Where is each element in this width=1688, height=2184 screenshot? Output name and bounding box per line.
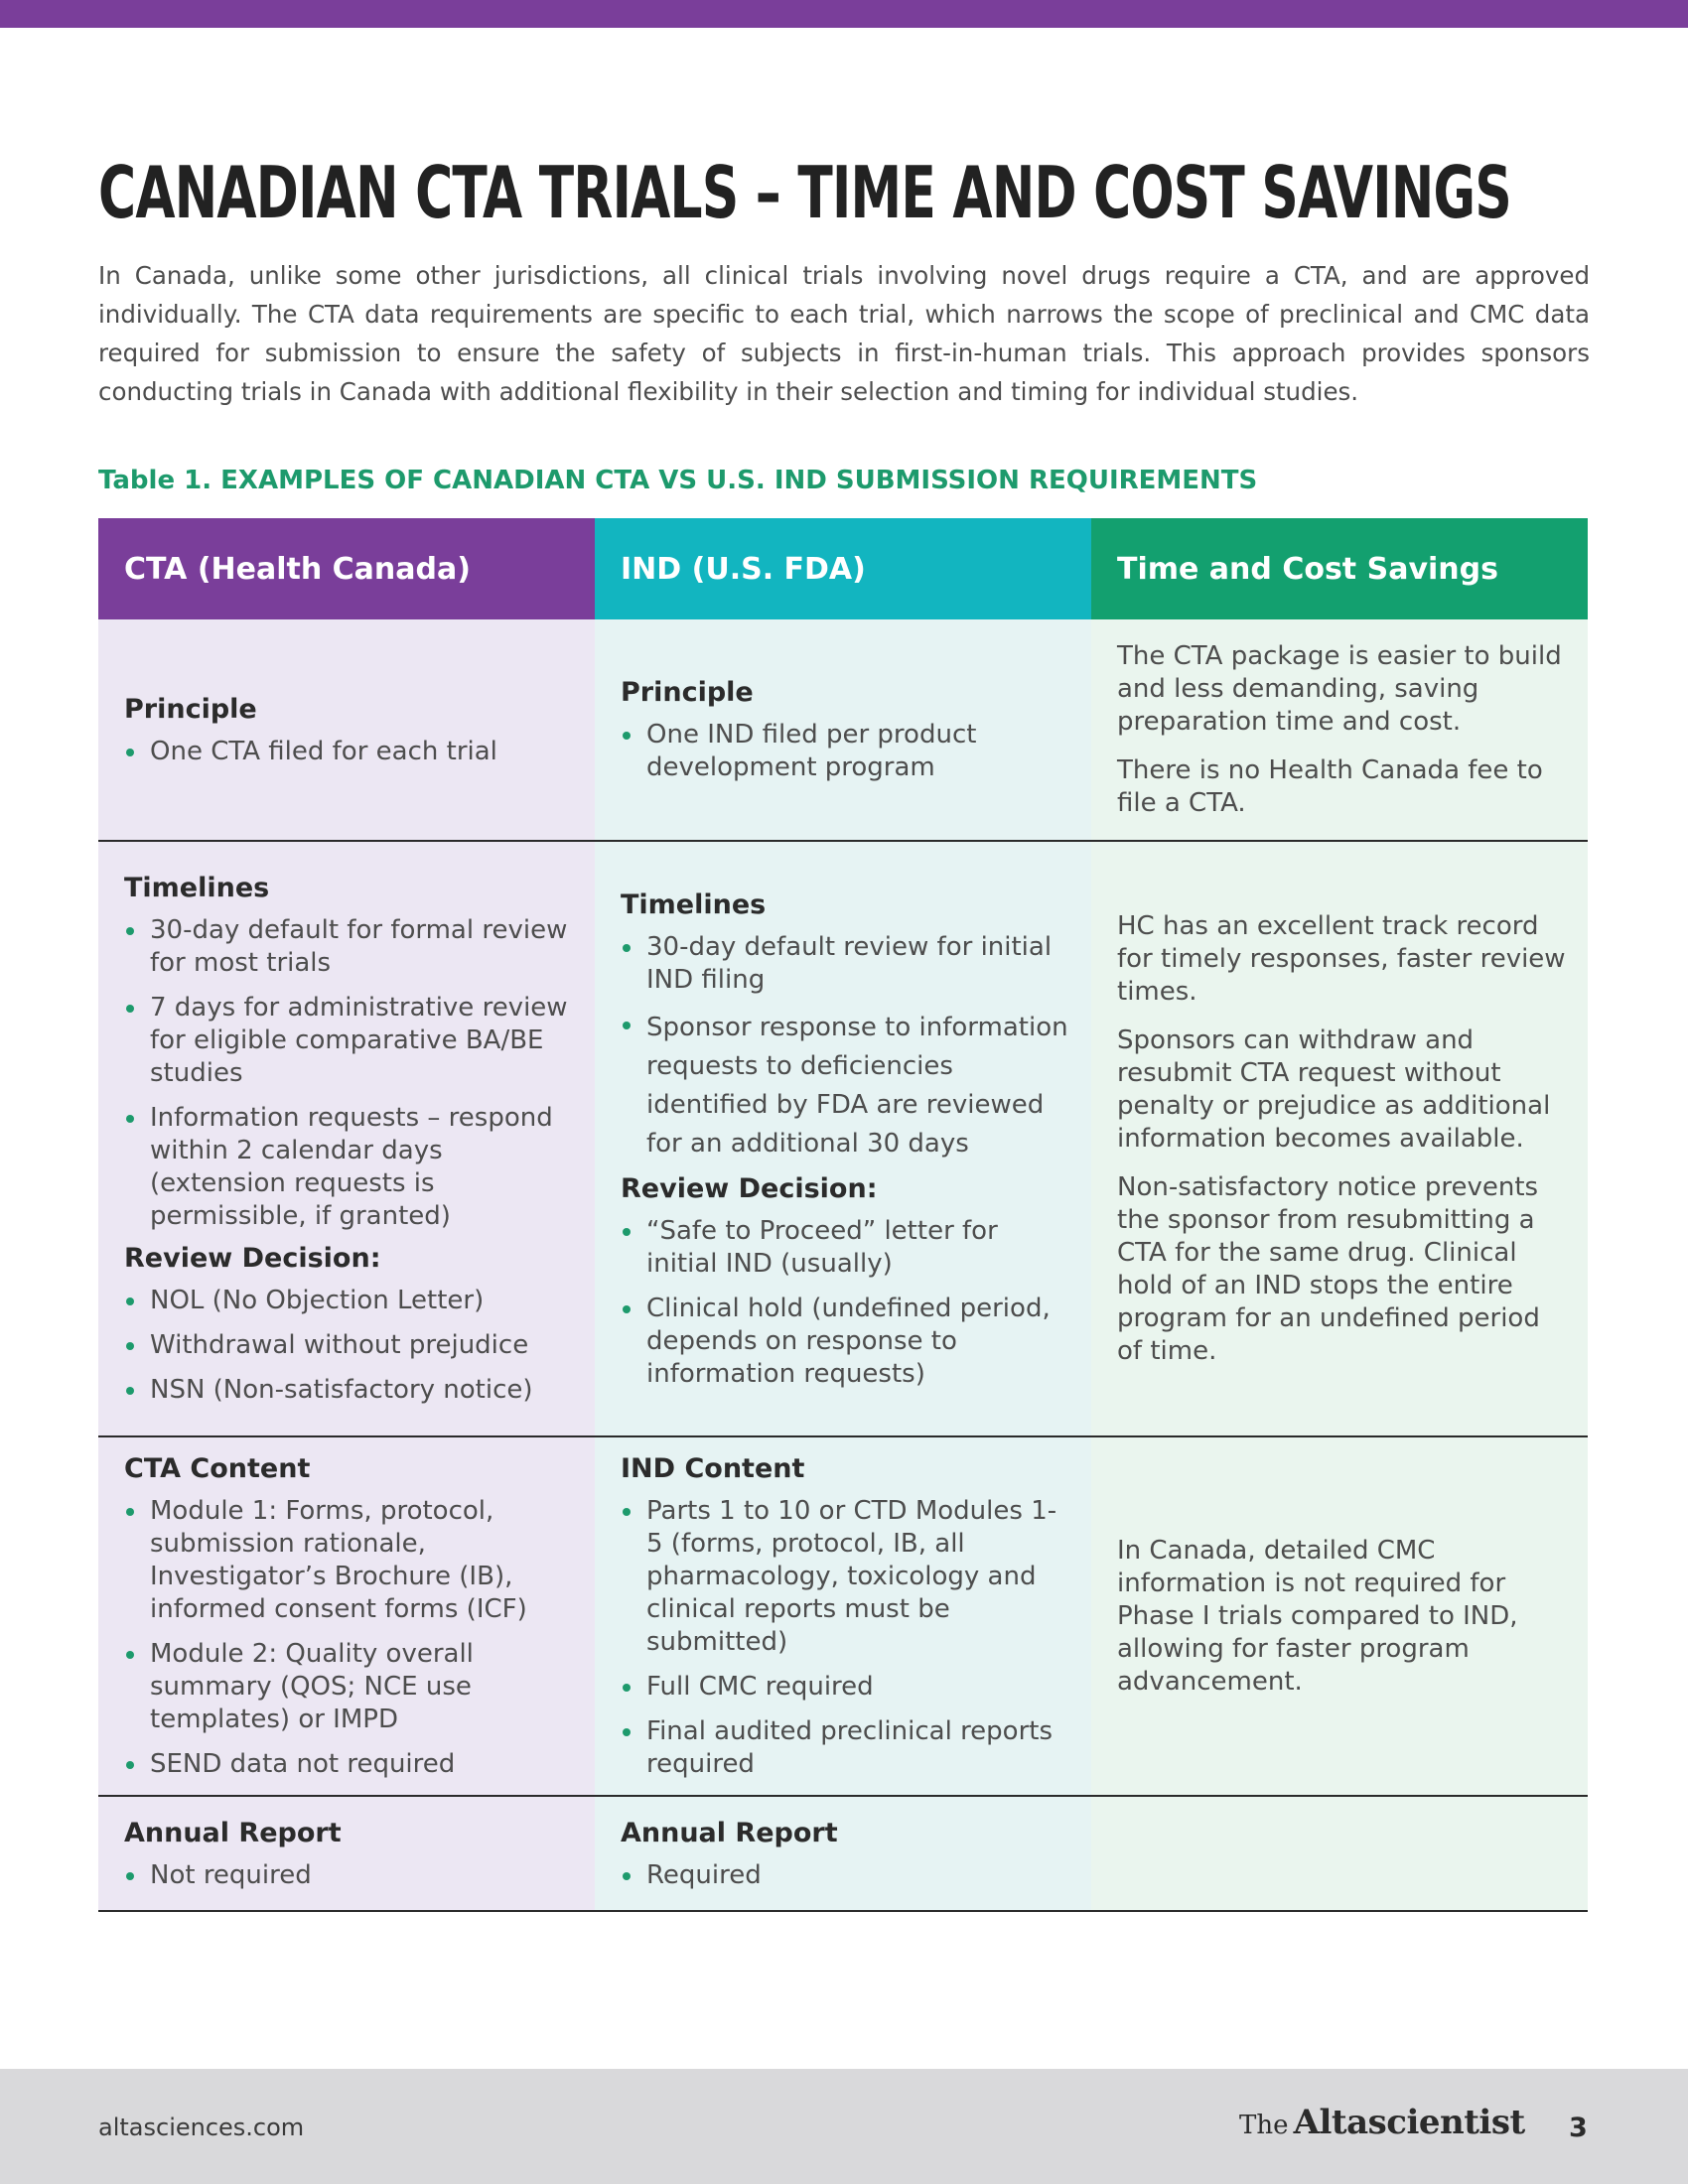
cta-cell (98, 1437, 595, 1795)
cell-subheading: Review Decision: (124, 1243, 381, 1274)
savings-text: There is no Health Canada fee to file a CTA. (1117, 754, 1543, 818)
list-item: Information requests – respond within 2 calendar days (extension requests is permissible, if granted) (124, 1102, 575, 1233)
ind-cell (595, 1797, 1091, 1910)
cta-cell (98, 1797, 595, 1910)
savings-cell (1091, 1437, 1588, 1795)
table-row-content (98, 1437, 1588, 1797)
list-item: Module 1: Forms, protocol, submission rationale, Investigator’s Brochure (IB), informed consent forms (ICF) (124, 1495, 575, 1626)
list-item: 30-day default for formal review for most trials (124, 914, 575, 980)
savings-cell (1091, 842, 1588, 1435)
list-item: Sponsor response to information requests to deficiencies identified by FDA are reviewed for an additional 30 days (621, 1009, 1071, 1163)
top-accent-bar (0, 0, 1688, 28)
savings-cell (1091, 619, 1588, 840)
savings-text: HC has an excellent track record for timely responses, faster review times. (1117, 910, 1566, 1007)
cell-heading: Principle (621, 677, 754, 708)
list-item: Module 2: Quality overall summary (QOS; NCE use templates) or IMPD (124, 1638, 575, 1736)
cell-heading: Annual Report (621, 1817, 838, 1848)
bullet-list (621, 719, 1071, 784)
list-item: “Safe to Proceed” letter for initial IND (usually) (621, 1215, 1071, 1281)
list-item: NSN (Non-satisfactory notice) (124, 1374, 575, 1407)
list-item: Clinical hold (undefined period, depends on response to information requests) (621, 1293, 1071, 1391)
footer-brand-logo (1239, 2103, 1525, 2142)
list-item: Parts 1 to 10 or CTD Modules 1-5 (forms, protocol, IB, all pharmacology, toxicology and clinical reports must be submitted) (621, 1495, 1071, 1659)
bullet-list (621, 1859, 1071, 1892)
savings-text: In Canada, detailed CMC information is not required for Phase I trials compared to IND, allowing for faster program advancement. (1117, 1535, 1518, 1697)
cta-cell (98, 842, 595, 1435)
page-title: CANADIAN CTA TRIALS – TIME AND COST SAVINGS (98, 151, 1511, 234)
bullet-list (621, 931, 1071, 1163)
savings-text: The CTA package is easier to build and less demanding, saving preparation time and cost. (1117, 640, 1562, 737)
list-item: 30-day default review for initial IND filing (621, 931, 1071, 997)
list-item: Required (621, 1859, 1071, 1892)
page-footer (0, 2069, 1688, 2184)
list-item: 7 days for administrative review for eligible comparative BA/BE studies (124, 992, 575, 1090)
header-cta: CTA (Health Canada) (98, 518, 595, 619)
list-item: One CTA filed for each trial (124, 736, 575, 768)
brand-name: Altascientist (1293, 2103, 1525, 2142)
bullet-list (124, 914, 575, 1233)
table-caption: Table 1. EXAMPLES OF CANADIAN CTA VS U.S. IND SUBMISSION REQUIREMENTS (98, 466, 1258, 495)
ind-cell (595, 842, 1091, 1435)
cell-subheading: Review Decision: (621, 1172, 878, 1204)
header-savings: Time and Cost Savings (1091, 518, 1588, 619)
savings-cell (1091, 1797, 1588, 1910)
cell-heading: Timelines (124, 873, 270, 903)
list-item: Not required (124, 1859, 575, 1892)
list-item: One IND filed per product development program (621, 719, 1071, 784)
cell-heading: Timelines (621, 888, 767, 920)
bullet-list (621, 1495, 1071, 1781)
cell-heading: CTA Content (124, 1453, 311, 1484)
comparison-table (98, 518, 1588, 1912)
ind-cell (595, 619, 1091, 840)
table-header-row (98, 518, 1588, 619)
savings-text: Non-satisfactory notice prevents the sponsor from resubmitting a CTA for the same drug. Clinical hold of an IND stops the entire program for an undefined period of time. (1117, 1171, 1540, 1366)
list-item: SEND data not required (124, 1748, 575, 1781)
footer-website-link[interactable]: altasciences.com (98, 2114, 305, 2141)
list-item: Full CMC required (621, 1671, 1071, 1704)
cta-cell (98, 619, 595, 840)
list-item: Final audited preclinical reports required (621, 1715, 1071, 1781)
savings-text: Sponsors can withdraw and resubmit CTA request without penalty or prejudice as additional information becomes available. (1117, 1024, 1551, 1154)
bullet-list (621, 1215, 1071, 1391)
bullet-list (124, 1285, 575, 1407)
intro-paragraph: In Canada, unlike some other jurisdictions, all clinical trials involving novel drugs require a CTA, and are approved individually. The CTA data requirements are specific to each trial, which narrows the scope of preclinical and CMC data required for submission to ensure the safety of subjects in first-in-human trials. This approach provides sponsors conducting trials in Canada with additional flexibility in their selection and timing for individual studies. (98, 261, 1590, 406)
brand-prefix: The (1239, 2111, 1289, 2140)
cell-heading: Annual Report (124, 1817, 342, 1848)
cell-heading: Principle (124, 693, 257, 725)
table-row-timelines (98, 842, 1588, 1437)
table-row-principle (98, 619, 1588, 842)
ind-cell (595, 1437, 1091, 1795)
list-item: NOL (No Objection Letter) (124, 1285, 575, 1317)
bullet-list (124, 1859, 575, 1892)
list-item: Withdrawal without prejudice (124, 1329, 575, 1362)
bullet-list (124, 1495, 575, 1781)
table-row-annual-report (98, 1797, 1588, 1912)
header-ind: IND (U.S. FDA) (595, 518, 1091, 619)
bullet-list (124, 736, 575, 768)
cell-heading: IND Content (621, 1453, 805, 1484)
page-number: 3 (1569, 2113, 1588, 2143)
